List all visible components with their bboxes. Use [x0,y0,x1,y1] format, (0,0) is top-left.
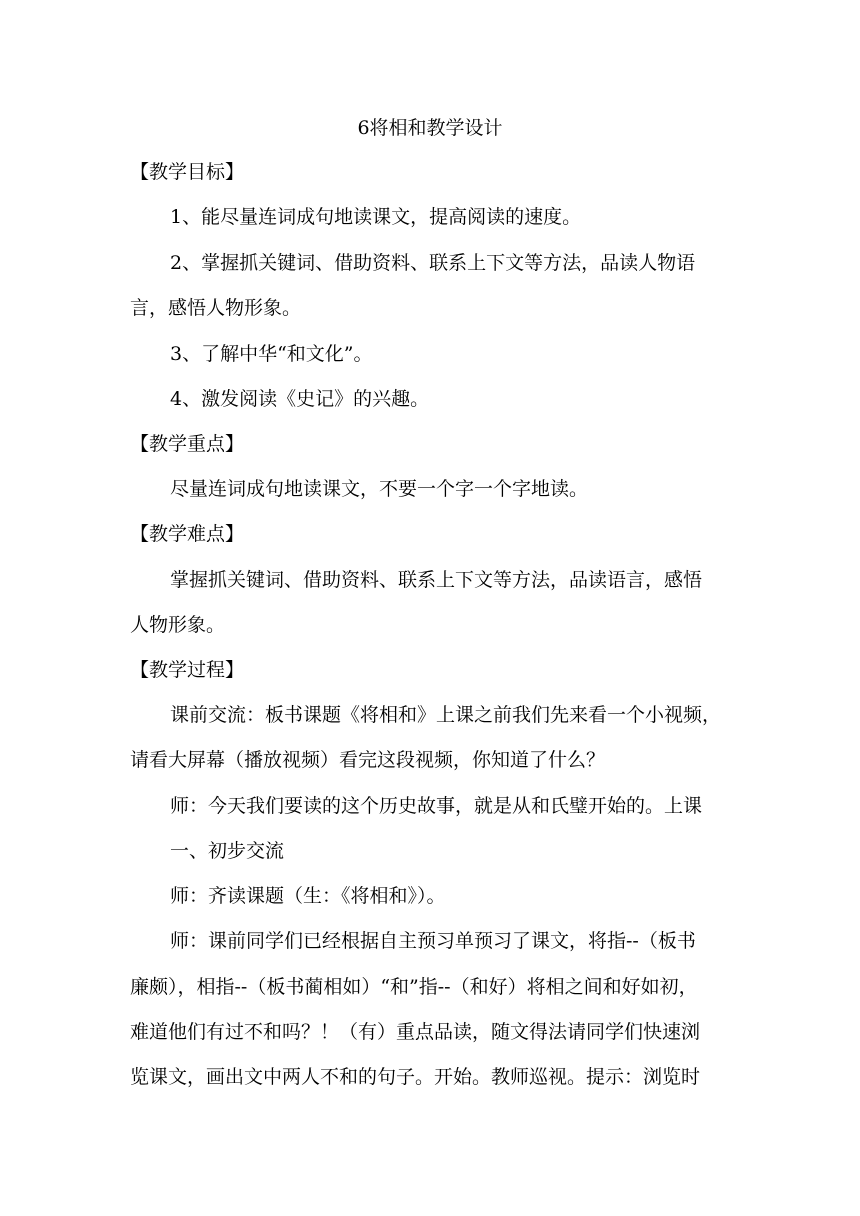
objective-1: 1、能尽量连词成句地读课文，提高阅读的速度。 [170,206,582,228]
objective-3: 3、了解中华“和文化”。 [170,343,373,365]
process-paragraph-1-line-2: 请看大屏幕（播放视频）看完这段视频，你知道了什么？ [130,749,606,771]
process-step-1-heading: 一、初步交流 [170,840,285,862]
objective-2-line-2: 言，感悟人物形象。 [130,297,302,319]
process-paragraph-4-line-2: 廉颇），相指--（板书蔺相如）“和”指--（和好）将相之间和好如初， [130,976,698,998]
process-paragraph-4-line-3: 难道他们有过不和吗？！（有）重点品读，随文得法请同学们快速浏 [130,1021,701,1043]
section-heading-difficulties: 【教学难点】 [130,523,245,545]
process-paragraph-4-line-4: 览课文，画出文中两人不和的句子。开始。教师巡视。提示：浏览时 [130,1066,701,1088]
process-paragraph-3: 师：齐读课题（生：《将相和》）。 [170,885,446,907]
key-point-text: 尽量连词成句地读课文，不要一个字一个字地读。 [170,478,589,500]
document-title: 6将相和教学设计 [357,117,503,139]
process-paragraph-2: 师：今天我们要读的这个历史故事，就是从和氏璧开始的。上课 [170,795,703,817]
process-paragraph-1-line-1: 课前交流：板书课题《将相和》上课之前我们先来看一个小视频， [170,704,722,726]
difficulty-line-1: 掌握抓关键词、借助资料、联系上下文等方法，品读语言，感悟 [170,569,703,591]
difficulty-line-2: 人物形象。 [130,614,226,636]
objective-4: 4、激发阅读《史记》的兴趣。 [170,388,430,410]
objective-2-line-1: 2、掌握抓关键词、借助资料、联系上下文等方法，品读人物语 [170,252,696,274]
section-heading-process: 【教学过程】 [130,659,245,681]
section-heading-key-points: 【教学重点】 [130,433,245,455]
process-paragraph-4-line-1: 师：课前同学们已经根据自主预习单预习了课文，将指--（板书 [170,930,696,952]
section-heading-objectives: 【教学目标】 [130,161,245,183]
